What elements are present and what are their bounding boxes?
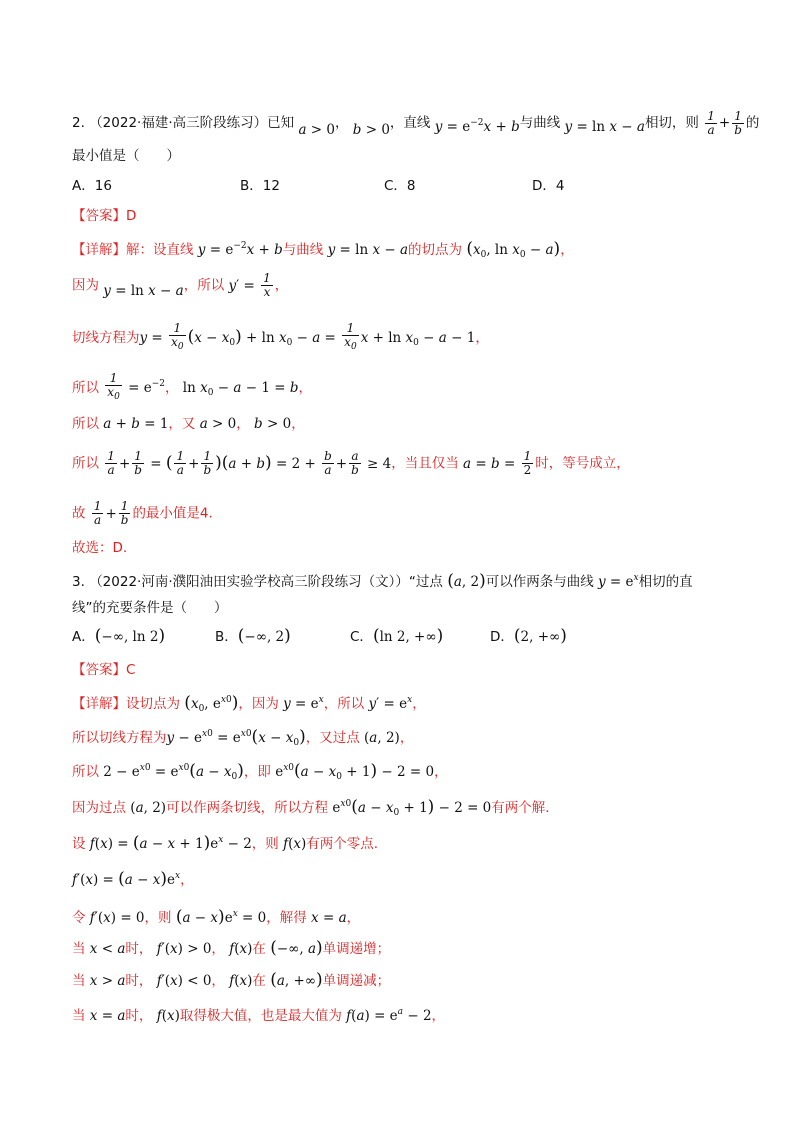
- q2-detail-line4: 所以 $\frac{1}{x_0}$ = $e^{-2}$， $\ln x_0 - a - 1 = b$，: [72, 371, 312, 402]
- q2-detail-line1: 【详解】解：设直线 $y = e^{-2}x + b$与曲线 y = ln x − a的切点为 ($x_0$, $\ln x_0 - a$)，: [72, 239, 574, 260]
- q3-detail-line4: 因为过点 (a, 2)可以作两条切线，所以方程 $e^{x0}(a - x_0 + 1) - 2 = 0$有两个解.: [72, 797, 550, 818]
- q3-detail-line2: 所以切线方程为$y - e^{x0} = e^{x0}(x - x_0)$，又过点 (a, 2)，: [72, 727, 414, 748]
- q2-stem-line1: 2. （2022·福建·高三阶段练习）已知 a > 0， b > 0，直线 $y = e^{-2}x + b$与曲线 y = ln x − a相切，则 $\frac{1}{a}$ + $\frac{1}{b}$ 的: [72, 108, 760, 138]
- option-a: A．(−∞, ln 2): [72, 626, 166, 646]
- math-1-over-a: $\frac{1}{a}$: [707, 108, 715, 137]
- math-a-gt-0: a: [298, 122, 307, 138]
- math-b-gt-0: b: [352, 122, 362, 138]
- question-source: （2022·河南·濮阳油田实验学校高三阶段练习（文））: [89, 574, 409, 590]
- q3-detail-line5: 设 $f(x) = (a - x + 1)e^x - 2$，则 f(x)有两个零点.: [72, 833, 379, 853]
- option-b: B．(−∞, 2): [215, 626, 291, 646]
- math-1-over-b: $\frac{1}{b}$: [734, 108, 742, 137]
- q2-answer: 【答案】D: [72, 208, 137, 224]
- q3-detail-line6: $f'(x) = (a - x)e^x$，: [72, 869, 194, 889]
- q3-detail-line7: 令 f′(x) = 0，则 $(a - x)e^x = 0$，解得 x = a，: [72, 907, 361, 927]
- option-c: C．8: [384, 178, 416, 194]
- question-source: （2022·福建·高三阶段练习）: [89, 115, 268, 131]
- option-d: D．(2, +∞): [490, 626, 567, 646]
- q2-detail-line6: 所以 $\frac{1}{a}$ + $\frac{1}{b}$ = ( $\frac{1}{a}$ + $\frac{1}{b}$ )(a + b) = 2 + $\frac{b}{a}$ + $\frac{a}{b}$ ≥ 4，当且仅当 a = b = $\frac{1}{2}$ 时，等号成立，: [72, 449, 630, 477]
- option-a: A．16: [72, 178, 112, 194]
- q3-stem-line1: 3. （2022·河南·濮阳油田实验学校高三阶段练习（文））“过点 (a, 2)可以作两条与曲线 $y = e^x$相切的直: [72, 571, 693, 591]
- q2-detail-line3: 切线方程为y = $\frac{1}{x_0}$ $(x - x_0) + \ln x_0 - a$ = $\frac{1}{x_0}$ $x + \ln x_0 - a - 1$，: [72, 321, 489, 352]
- q2-detail-line7: 故 $\frac{1}{a}$ + $\frac{1}{b}$ 的最小值是4.: [72, 499, 213, 527]
- q3-detail-line3: 所以 $2 - e^{x0} = e^{x0}(a - x_0)$，即 $e^{x0}(a - x_0 + 1) - 2 = 0$，: [72, 761, 448, 782]
- question-number: 3.: [72, 574, 85, 590]
- q2-stem-line2: 最小值是（ ）: [72, 148, 180, 164]
- q3-stem-line2: 线”的充要条件是（ ）: [72, 600, 228, 616]
- question-number: 2.: [72, 115, 85, 131]
- q3-detail-line9: 当 x > a时， f′(x) < 0， f(x)在 (a, +∞)单调递减；: [72, 970, 391, 990]
- math-curve-eq: y: [564, 119, 573, 135]
- math-line-eq: y: [434, 119, 443, 135]
- q2-detail-line2: 因为 y = ln x − a，所以 y′ = $\frac{1}{x}$ ，: [72, 271, 289, 299]
- q3-answer: 【答案】C: [72, 662, 136, 678]
- q3-detail-line10: 当 x = a时， f(x)取得极大值，也是最大值为 $f(a) = e^a - 2$，: [72, 1007, 446, 1024]
- q3-detail-line1: 【详解】设切点为 ($x_0$, $e^{x0}$)，因为 $y = e^x$，所以 $y' = e^x$，: [72, 693, 426, 714]
- option-d: D．4: [532, 178, 565, 194]
- q3-detail-line8: 当 x < a时， f′(x) > 0， f(x)在 (−∞, a)单调递增；: [72, 938, 391, 958]
- option-c: C．(ln 2, +∞): [350, 626, 444, 646]
- q2-detail-line8: 故选：D.: [72, 540, 128, 556]
- option-b: B．12: [240, 178, 280, 194]
- q2-detail-line5: 所以 a + b = 1，又 a > 0， b > 0，: [72, 416, 305, 432]
